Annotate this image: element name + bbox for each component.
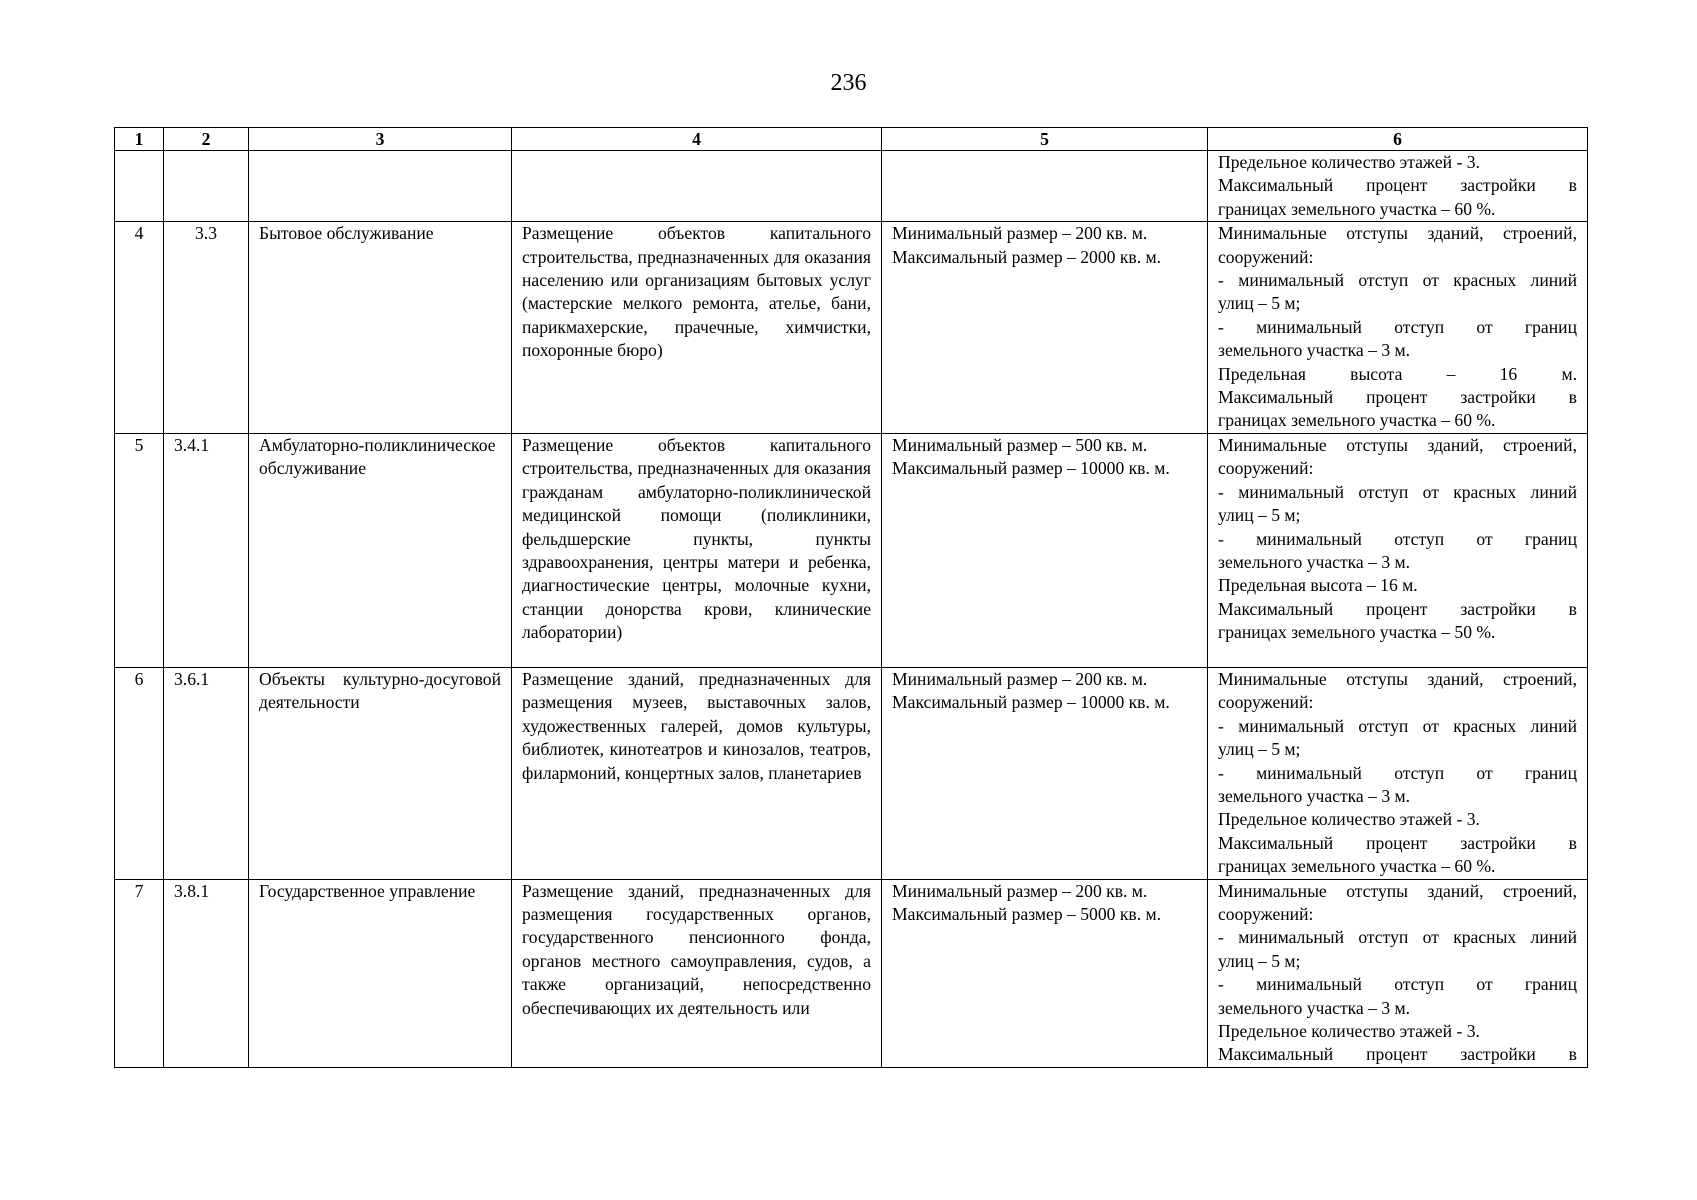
row-description: Размещение объектов капитального строительства, предназначенных для оказания населению или организациям бытовых услуг (мастерские мелкого ремонта, ателье, бани, парикмахерские, прачечные, химчистки, похоронные бюро) [512, 222, 882, 434]
table-row [115, 667, 1588, 879]
param-line: сооружений: [1218, 458, 1314, 479]
table-row [115, 433, 1588, 667]
row-code: 3.3 [164, 222, 249, 434]
row-plot-sizes: Минимальный размер – 200 кв. м. Максимальный размер – 5000 кв. м. [882, 879, 1208, 1067]
row-number: 5 [115, 433, 164, 667]
page-number: 236 [830, 70, 867, 96]
param-line: сооружений: [1218, 903, 1314, 924]
table-header-row [115, 128, 1588, 151]
param-line: земельного участка – 3 м. [1218, 785, 1411, 806]
row-parameters [1208, 433, 1588, 667]
param-line: Предельная высота – 16 м. [1218, 575, 1418, 596]
param-line: - минимальный отступ от красных линий [1218, 927, 1577, 948]
param-line: Максимальный процент застройки в [1218, 832, 1577, 853]
param-line: улиц – 5 м; [1218, 739, 1301, 760]
row-use-name: Амбулаторно-поликлиническое обслуживание [249, 433, 512, 667]
table-row [115, 151, 1588, 222]
row-use-name [249, 151, 512, 222]
column-header-6: 6 [1208, 128, 1588, 151]
column-header-1: 1 [115, 128, 164, 151]
param-line: сооружений: [1218, 692, 1314, 713]
row-code: 3.8.1 [164, 879, 249, 1067]
row-number: 4 [115, 222, 164, 434]
param-line: Минимальные отступы зданий, строений, [1218, 223, 1577, 244]
param-line: границах земельного участка – 50 %. [1218, 622, 1496, 643]
row-parameters [1208, 879, 1588, 1067]
param-line: границах земельного участка – 60 %. [1218, 856, 1496, 877]
row-plot-sizes [882, 151, 1208, 222]
row-plot-sizes: Минимальный размер – 200 кв. м. Максимальный размер – 2000 кв. м. [882, 222, 1208, 434]
row-code: 3.4.1 [164, 433, 249, 667]
param-line: Минимальные отступы зданий, строений, [1218, 880, 1577, 901]
param-line: - минимальный отступ от красных линий [1218, 270, 1577, 291]
row-plot-sizes: Минимальный размер – 500 кв. м. Максимальный размер – 10000 кв. м. [882, 433, 1208, 667]
row-number [115, 151, 164, 222]
param-line: Предельное количество этажей - 3. [1218, 1020, 1480, 1041]
row-number: 6 [115, 667, 164, 879]
zoning-regulations-table [114, 127, 1588, 1068]
row-description [512, 151, 882, 222]
param-line: - минимальный отступ от красных линий [1218, 715, 1577, 736]
param-line: границах земельного участка – 60 %. [1218, 410, 1496, 431]
param-line: - минимальный отступ от границ [1218, 974, 1577, 995]
param-line: - минимальный отступ от границ [1218, 762, 1577, 783]
row-code [164, 151, 249, 222]
param-line: Минимальные отступы зданий, строений, [1218, 668, 1577, 689]
row-description: Размещение объектов капитального строительства, предназначенных для оказания гражданам амбулаторно-поликлинической медицинской помощи (поликлиники, фельдшерские пункты, пункты здравоохранения, центры матери и ребенка, диагностические центры, молочные кухни, станции донорства крови, клинические лаборатории) [512, 433, 882, 667]
table-row [115, 222, 1588, 434]
param-line: земельного участка – 3 м. [1218, 551, 1411, 572]
row-parameters [1208, 222, 1588, 434]
param-line: Предельное количество этажей - 3. [1218, 809, 1480, 830]
row-number: 7 [115, 879, 164, 1067]
param-line: Минимальные отступы зданий, строений, [1218, 434, 1577, 455]
param-line: - минимальный отступ от красных линий [1218, 481, 1577, 502]
row-use-name: Объекты культурно-досуговой деятельности [249, 667, 512, 879]
param-line: сооружений: [1218, 246, 1314, 267]
row-code: 3.6.1 [164, 667, 249, 879]
param-line: Максимальный процент застройки в [1218, 598, 1577, 619]
param-line: - минимальный отступ от границ [1218, 316, 1577, 337]
row-parameters [1208, 151, 1588, 222]
column-header-4: 4 [512, 128, 882, 151]
param-line: улиц – 5 м; [1218, 293, 1301, 314]
row-use-name: Бытовое обслуживание [249, 222, 512, 434]
param-line: Максимальный процент застройки в [1218, 1044, 1577, 1065]
column-header-5: 5 [882, 128, 1208, 151]
param-line: границах земельного участка – 60 %. [1218, 198, 1496, 219]
param-line: земельного участка – 3 м. [1218, 997, 1411, 1018]
param-line: Максимальный процент застройки в [1218, 175, 1577, 196]
row-use-name: Государственное управление [249, 879, 512, 1067]
row-plot-sizes: Минимальный размер – 200 кв. м. Максимальный размер – 10000 кв. м. [882, 667, 1208, 879]
column-header-2: 2 [164, 128, 249, 151]
param-line: Предельное количество этажей - 3. [1218, 152, 1480, 172]
row-description: Размещение зданий, предназначенных для размещения государственных органов, государственного пенсионного фонда, органов местного самоуправления, судов, а также организаций, непосредственно обеспечивающих их деятельность или [512, 879, 882, 1067]
row-description: Размещение зданий, предназначенных для размещения музеев, выставочных залов, художественных галерей, домов культуры, библиотек, кинотеатров и кинозалов, театров, филармоний, концертных залов, планетариев [512, 667, 882, 879]
param-line: Предельная высота – 16 м. [1218, 363, 1577, 384]
row-parameters [1208, 667, 1588, 879]
param-line: земельного участка – 3 м. [1218, 340, 1411, 361]
param-line: улиц – 5 м; [1218, 950, 1301, 971]
param-line: - минимальный отступ от границ [1218, 528, 1577, 549]
param-line: улиц – 5 м; [1218, 505, 1301, 526]
param-line: Максимальный процент застройки в [1218, 387, 1577, 408]
column-header-3: 3 [249, 128, 512, 151]
table-row [115, 879, 1588, 1067]
